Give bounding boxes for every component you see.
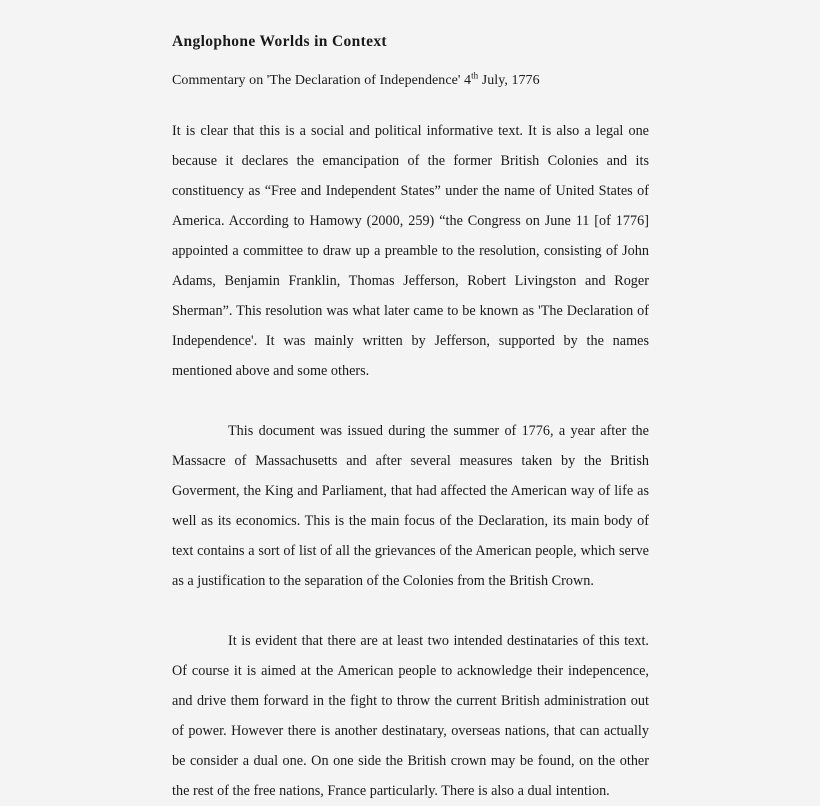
subtitle-ordinal-suffix: th — [471, 70, 479, 81]
page-title: Anglophone Worlds in Context — [172, 33, 387, 50]
document-text-column — [172, 0, 649, 806]
subtitle-suffix-text: July, 1776 — [478, 73, 540, 88]
body-paragraph-3: It is evident that there are at least two intended destinataries of this text. Of course it is aimed at the American people to acknowledge their indepencence, and drive them forward in the fight to throw the current British administration out of power. However there is another destinatary, overseas nations, that can actually be consider a dual one. On one side the British crown may be found, on the other the rest of the free nations, France particularly. There is also a dual intention. — [172, 633, 649, 799]
document-subtitle — [172, 52, 649, 91]
body-paragraph-1: It is clear that this is a social and political informative text. It is also a legal one because it declares the emancipation of the former British Colonies and its constituency as “Free and Independent States” under the name of United States of America. According to Hamowy (2000, 259) “the Congress on June 11 [of 1776] appointed a committee to draw up a preamble to the resolution, consisting of John Adams, Benjamin Franklin, Thomas Jefferson, Robert Livingston and Roger Sherman”. This resolution was what later came to be known as 'The Declaration of Independence'. It was mainly written by Jefferson, supported by the names mentioned above and some others. — [172, 123, 649, 379]
body-paragraph-2: This document was issued during the summer of 1776, a year after the Massacre of Massachusetts and after several measures taken by the British Goverment, the King and Parliament, that had affected the American way of life as well as its economics. This is the main focus of the Declaration, its main body of text contains a sort of list of all the grievances of the American people, which serve as a justification to the separation of the Colonies from the British Crown. — [172, 423, 649, 589]
subtitle-prefix-text: Commentary on 'The Declaration of Independence' 4 — [172, 73, 472, 88]
